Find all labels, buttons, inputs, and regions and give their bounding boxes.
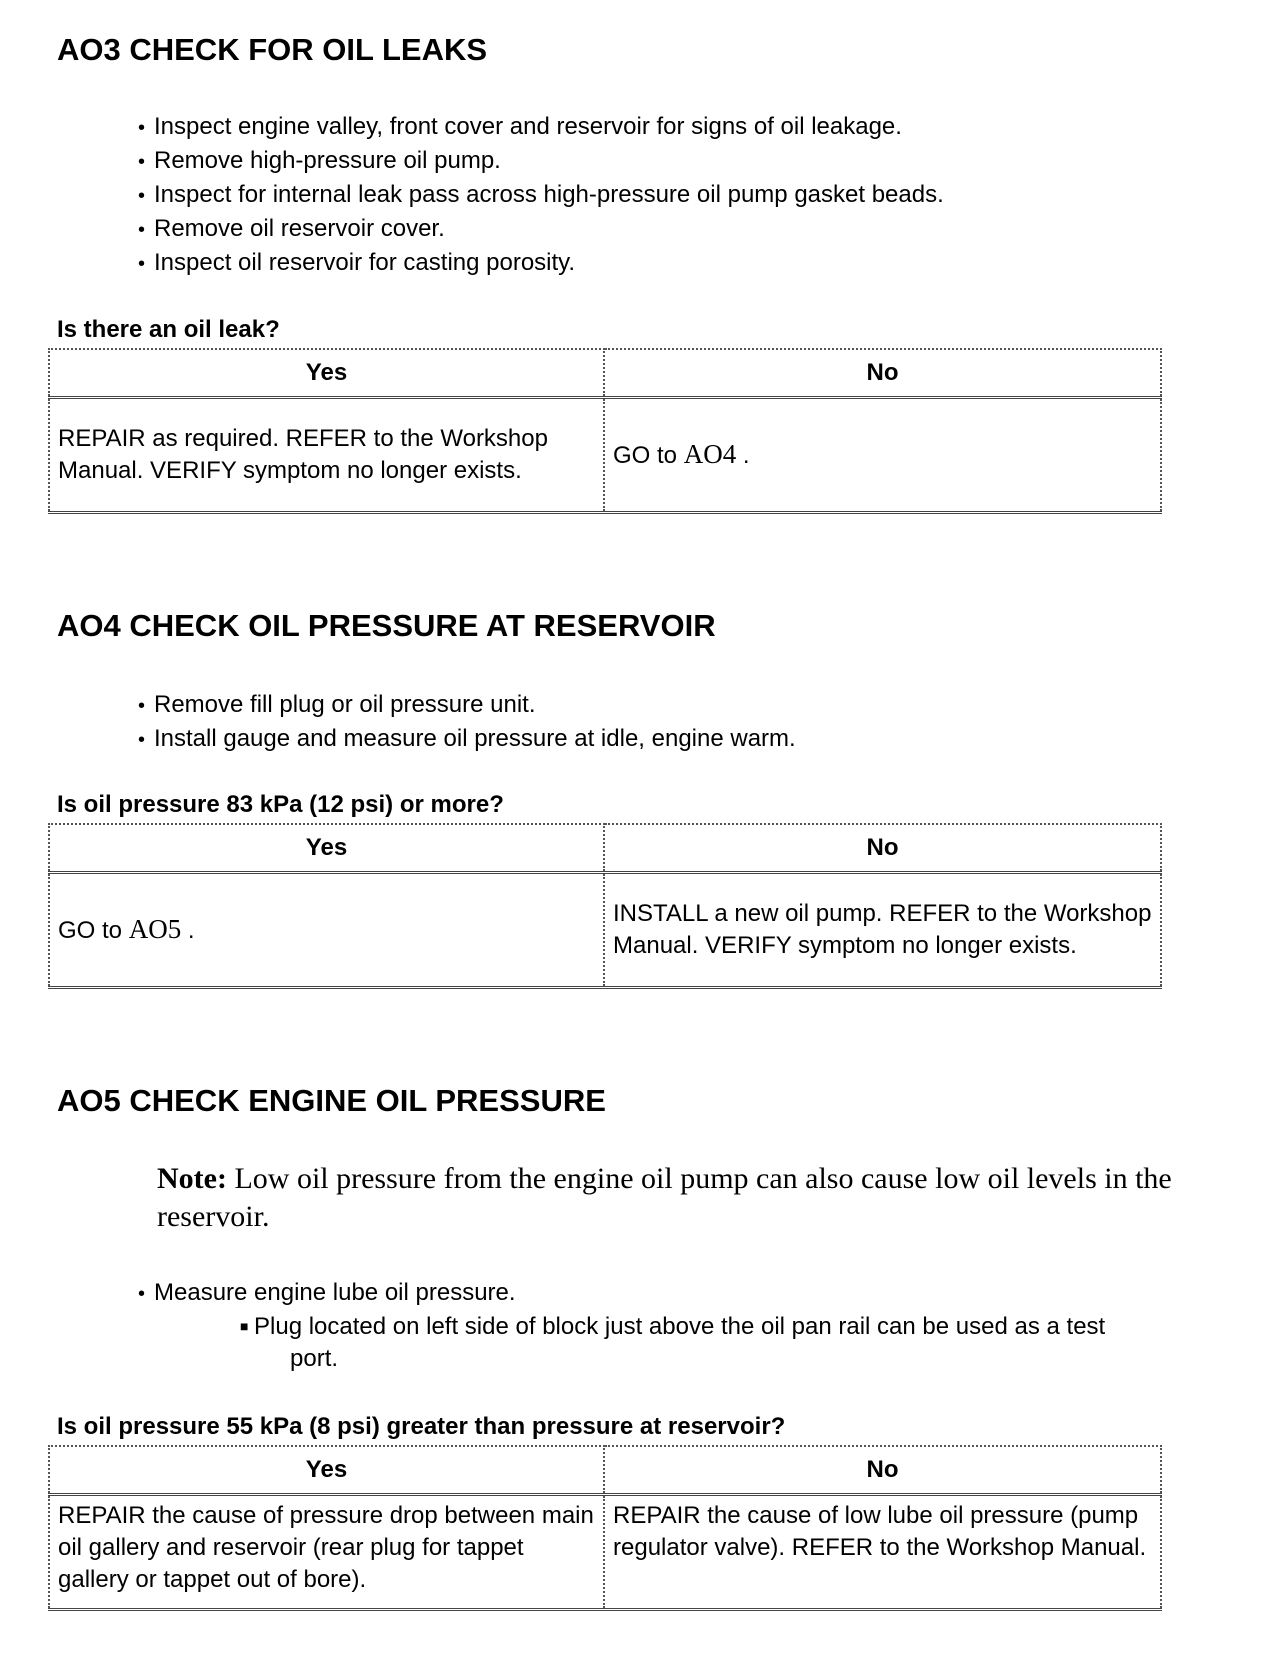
table-header-row — [49, 1446, 1161, 1495]
list-item: • Inspect engine valley, front cover and reservoir for signs of oil leakage. — [138, 110, 944, 144]
goto-link[interactable]: AO4 — [683, 439, 737, 469]
bullet-icon: • — [138, 729, 146, 751]
section-title: AO4 CHECK OIL PRESSURE AT RESERVOIR — [57, 608, 716, 643]
no-cell: INSTALL a new oil pump. REFER to the Workshop Manual. VERIFY symptom no longer exists. — [604, 873, 1161, 988]
bullet-icon: • — [138, 253, 146, 275]
no-header: No — [604, 824, 1161, 873]
bullet-icon: • — [138, 695, 146, 717]
table-header-row — [49, 349, 1161, 398]
yes-header: Yes — [49, 824, 604, 873]
table-header-row — [49, 824, 1161, 873]
section-title: AO5 CHECK ENGINE OIL PRESSURE — [57, 1083, 606, 1118]
section-title: AO3 CHECK FOR OIL LEAKS — [57, 32, 488, 67]
list-item: • Remove fill plug or oil pressure unit. — [138, 688, 796, 722]
question: Is oil pressure 83 kPa (12 psi) or more? — [57, 791, 504, 818]
table-row — [49, 398, 1161, 513]
list-item: • Measure engine lube oil pressure. — [138, 1276, 516, 1310]
yes-header: Yes — [49, 349, 604, 398]
list-item: • Inspect for internal leak pass across high-pressure oil pump gasket beads. — [138, 178, 944, 212]
yes-no-table — [48, 823, 1162, 989]
note-text: Low oil pressure from the engine oil pump can also cause low oil levels in the reservoir. — [157, 1162, 1172, 1233]
list-item: • Remove high-pressure oil pump. — [138, 144, 944, 178]
yes-cell: REPAIR as required. REFER to the Workshop Manual. VERIFY symptom no longer exists. — [49, 398, 604, 513]
bullet-list — [138, 110, 944, 280]
list-item: • Remove oil reservoir cover. — [138, 212, 944, 246]
list-item: • Install gauge and measure oil pressure at idle, engine warm. — [138, 722, 796, 756]
note — [157, 1160, 1237, 1236]
sub-bullet-item: ■ Plug located on left side of block just above the oil pan rail can be used as a test port. — [240, 1310, 1250, 1375]
table-row — [49, 1495, 1161, 1610]
yes-no-table — [48, 348, 1162, 514]
bullet-icon: • — [138, 219, 146, 241]
bullet-list — [138, 688, 796, 756]
bullet-icon: • — [138, 185, 146, 207]
yes-cell: REPAIR the cause of pressure drop between main oil gallery and reservoir (rear plug for tappet gallery or tappet out of bore). — [49, 1495, 604, 1610]
square-bullet-icon: ■ — [240, 1318, 249, 1334]
list-item: • Inspect oil reservoir for casting porosity. — [138, 246, 944, 280]
bullet-icon: • — [138, 1283, 146, 1305]
no-header: No — [604, 349, 1161, 398]
note-label: Note: — [157, 1162, 227, 1195]
bullet-list — [138, 1276, 516, 1310]
no-header: No — [604, 1446, 1161, 1495]
yes-no-table — [48, 1445, 1162, 1611]
bullet-icon: • — [138, 117, 146, 139]
no-cell: GO to AO4 . — [604, 398, 1161, 513]
yes-header: Yes — [49, 1446, 604, 1495]
bullet-icon: • — [138, 151, 146, 173]
question: Is there an oil leak? — [57, 316, 280, 343]
goto-link[interactable]: AO5 — [128, 914, 182, 944]
table-row — [49, 873, 1161, 988]
no-cell: REPAIR the cause of low lube oil pressure (pump regulator valve). REFER to the Workshop Manual. — [604, 1495, 1161, 1610]
yes-cell: GO to AO5 . — [49, 873, 604, 988]
question: Is oil pressure 55 kPa (8 psi) greater than pressure at reservoir? — [57, 1413, 786, 1440]
